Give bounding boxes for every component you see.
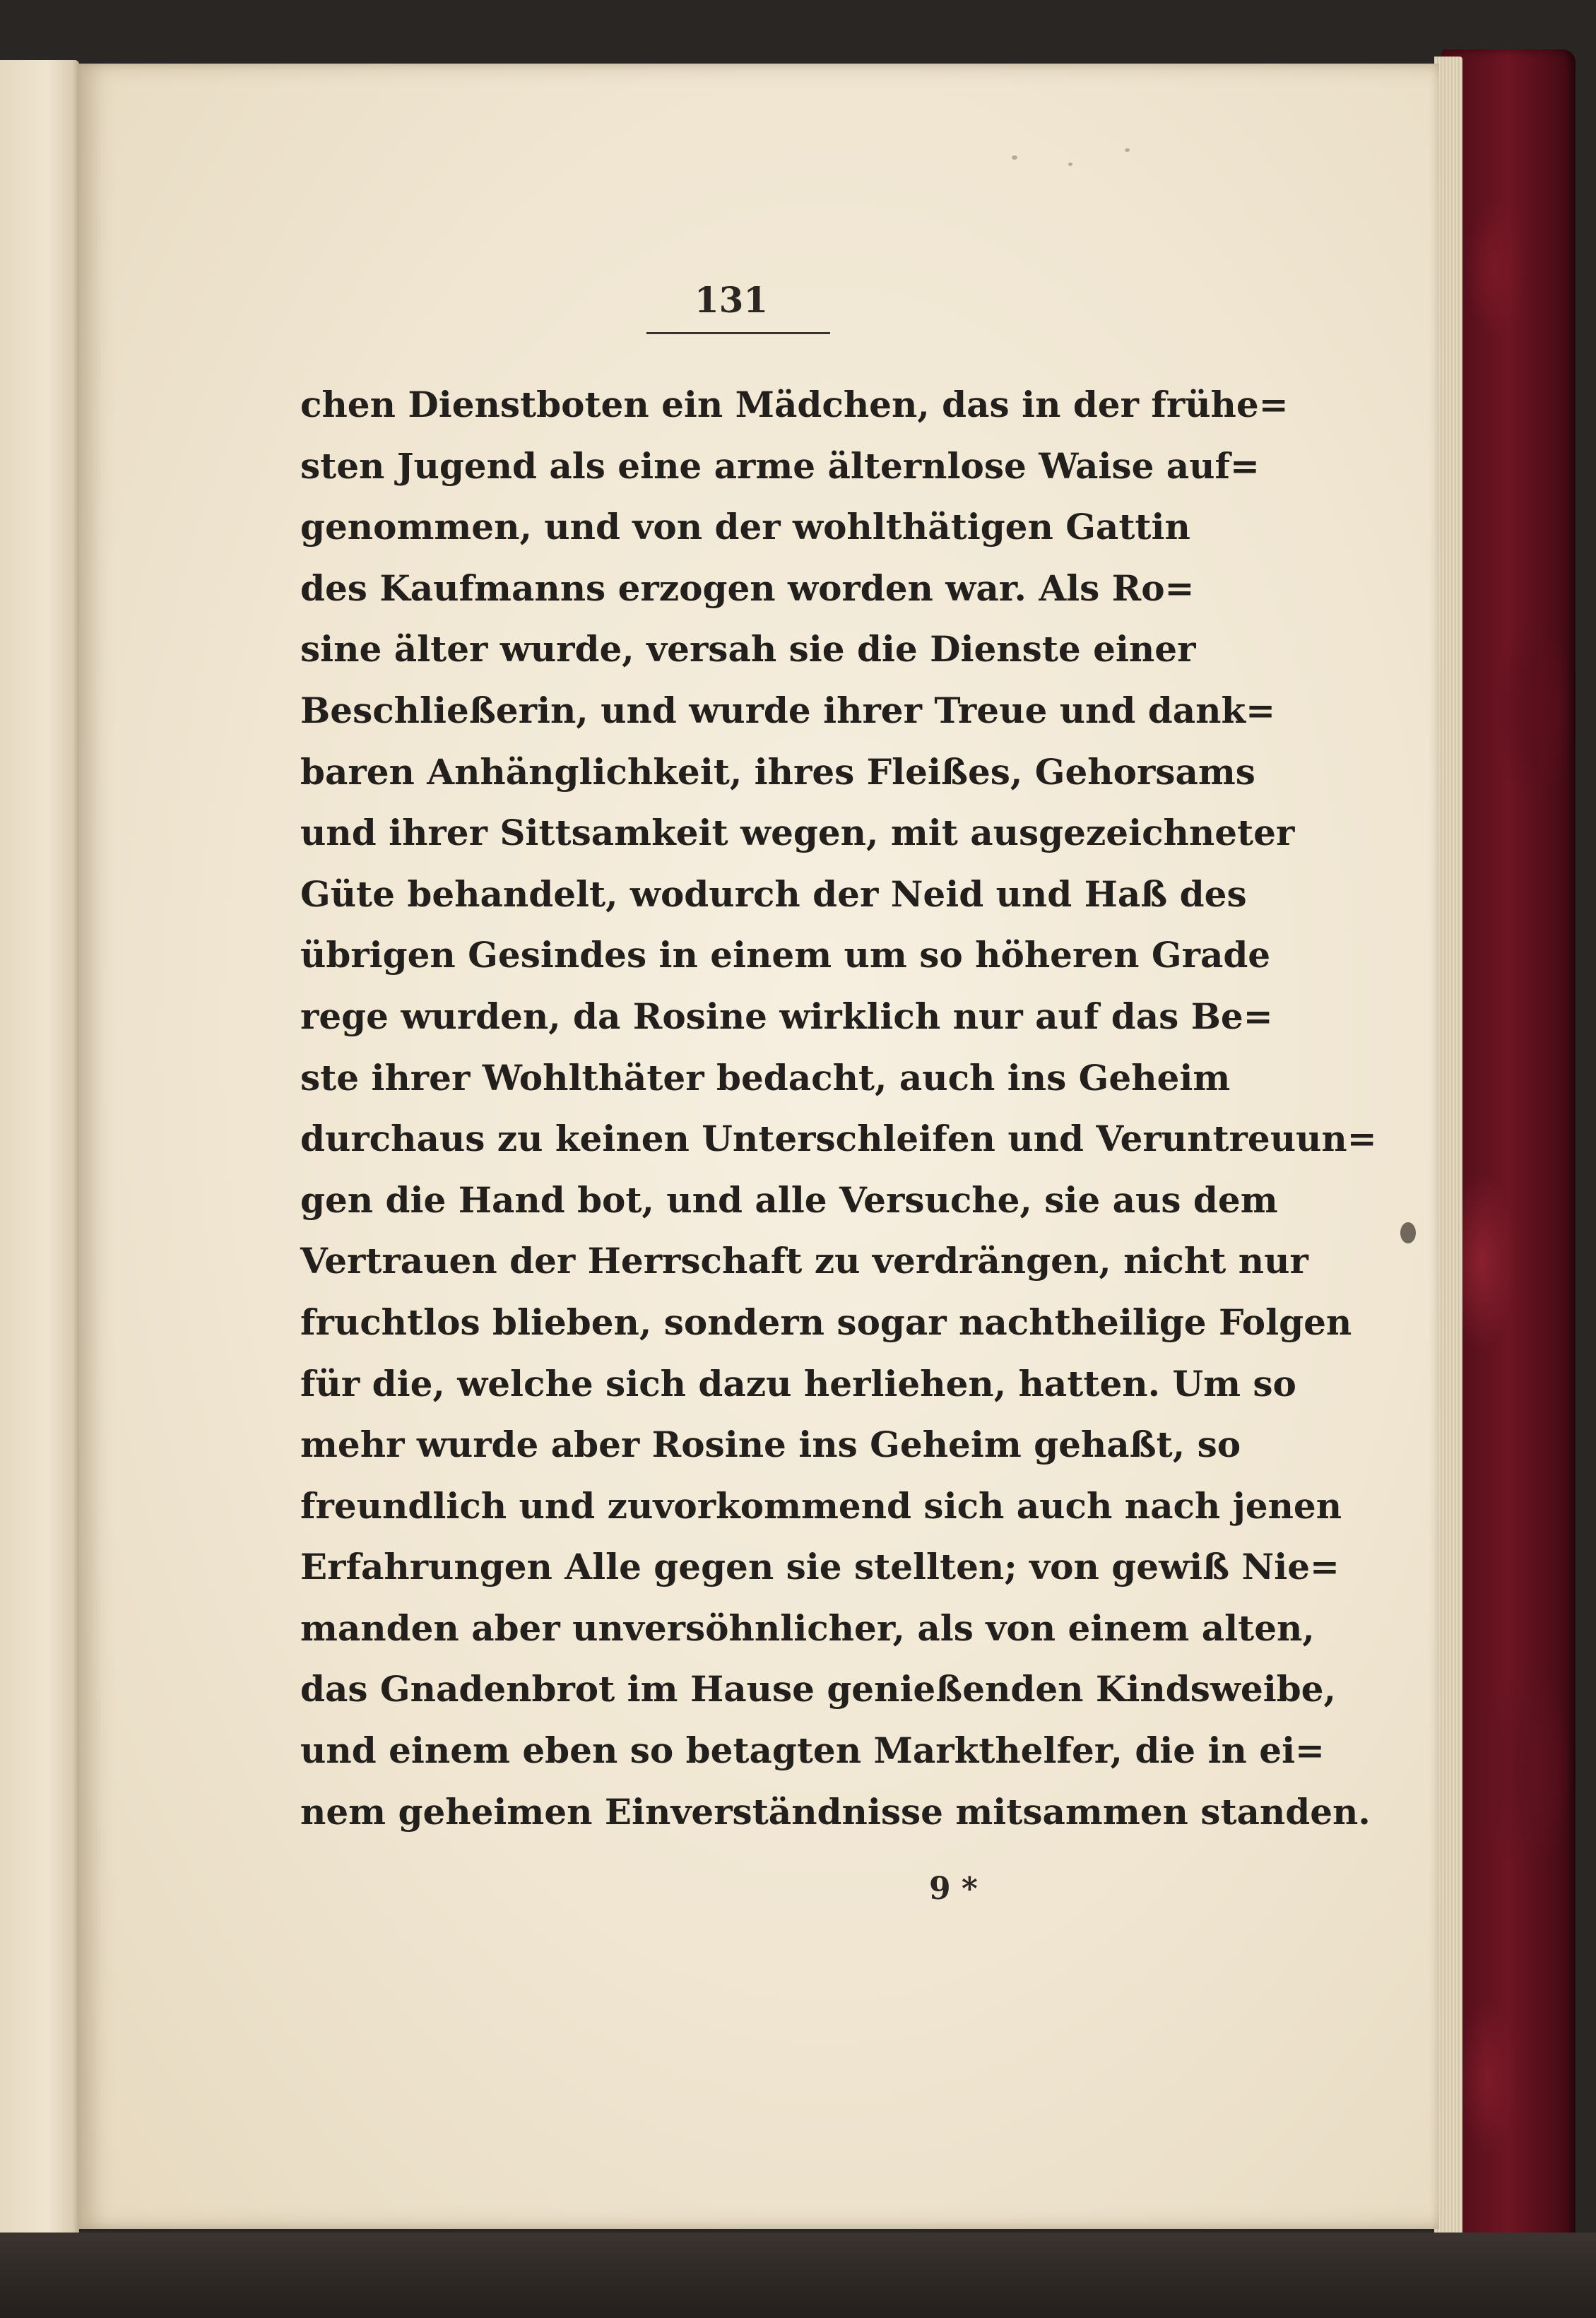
signature-mark: 9 * [929,1871,978,1907]
text-line: freundlich und zuvorkommend sich auch nach jenen [300,1484,1342,1527]
paper-speck [1012,155,1017,160]
header-rule [646,332,830,334]
text-line: übrigen Gesindes in einem um so höheren Grade [300,934,1271,976]
paper-speck [1068,162,1072,166]
text-line: genommen, und von der wohlthätigen Gattin [300,506,1190,548]
body-text [300,374,1377,1843]
text-line: fruchtlos blieben, sondern sogar nachtheilige Folgen [300,1301,1352,1343]
ink-blot [1400,1222,1416,1243]
text-line: nem geheimen Einverständnisse mitsammen standen. [300,1790,1371,1833]
text-line: des Kaufmanns erzogen worden war. Als Ro= [300,567,1195,609]
text-line: sten Jugend als eine arme älternlose Waise auf= [300,444,1260,487]
text-line: sine älter wurde, versah sie die Dienste einer [300,628,1196,670]
paper-speck [1125,148,1130,152]
text-line: Beschließerin, und wurde ihrer Treue und dank= [300,689,1275,731]
text-line: rege wurden, da Rosine wirklich nur auf das Be= [300,995,1273,1037]
text-line: Vertrauen der Herrschaft zu verdrängen, nicht nur [300,1240,1308,1282]
text-line: Güte behandelt, wodurch der Neid und Haß des [300,873,1247,915]
text-line: Erfahrungen Alle gegen sie stellten; von gewiß Nie= [300,1546,1340,1588]
text-line: gen die Hand bot, und alle Versuche, sie aus dem [300,1178,1278,1221]
text-line: mehr wurde aber Rosine ins Geheim gehaßt, so [300,1424,1241,1466]
text-line: baren Anhänglichkeit, ihres Fleißes, Gehorsams [300,750,1255,793]
text-line: und einem eben so betagten Markthelfer, die in ei= [300,1729,1325,1772]
table-background [0,2233,1596,2318]
text-line: für die, welche sich dazu herliehen, hatten. Um so [300,1362,1296,1405]
text-line: chen Dienstboten ein Mädchen, das in der frühe= [300,384,1289,425]
text-line: durchaus zu keinen Unterschleifen und Veruntreuun= [300,1118,1377,1160]
facing-page-edge [0,60,79,2236]
text-line: und ihrer Sittsamkeit wegen, mit ausgezeichneter [300,812,1295,854]
text-line: das Gnadenbrot im Hause genießenden Kindsweibe, [300,1668,1336,1710]
page-number: 131 [694,279,769,321]
text-line: manden aber unversöhnlicher, als von einem alten, [300,1607,1315,1649]
text-line: ste ihrer Wohlthäter bedacht, auch ins Geheim [300,1056,1231,1099]
